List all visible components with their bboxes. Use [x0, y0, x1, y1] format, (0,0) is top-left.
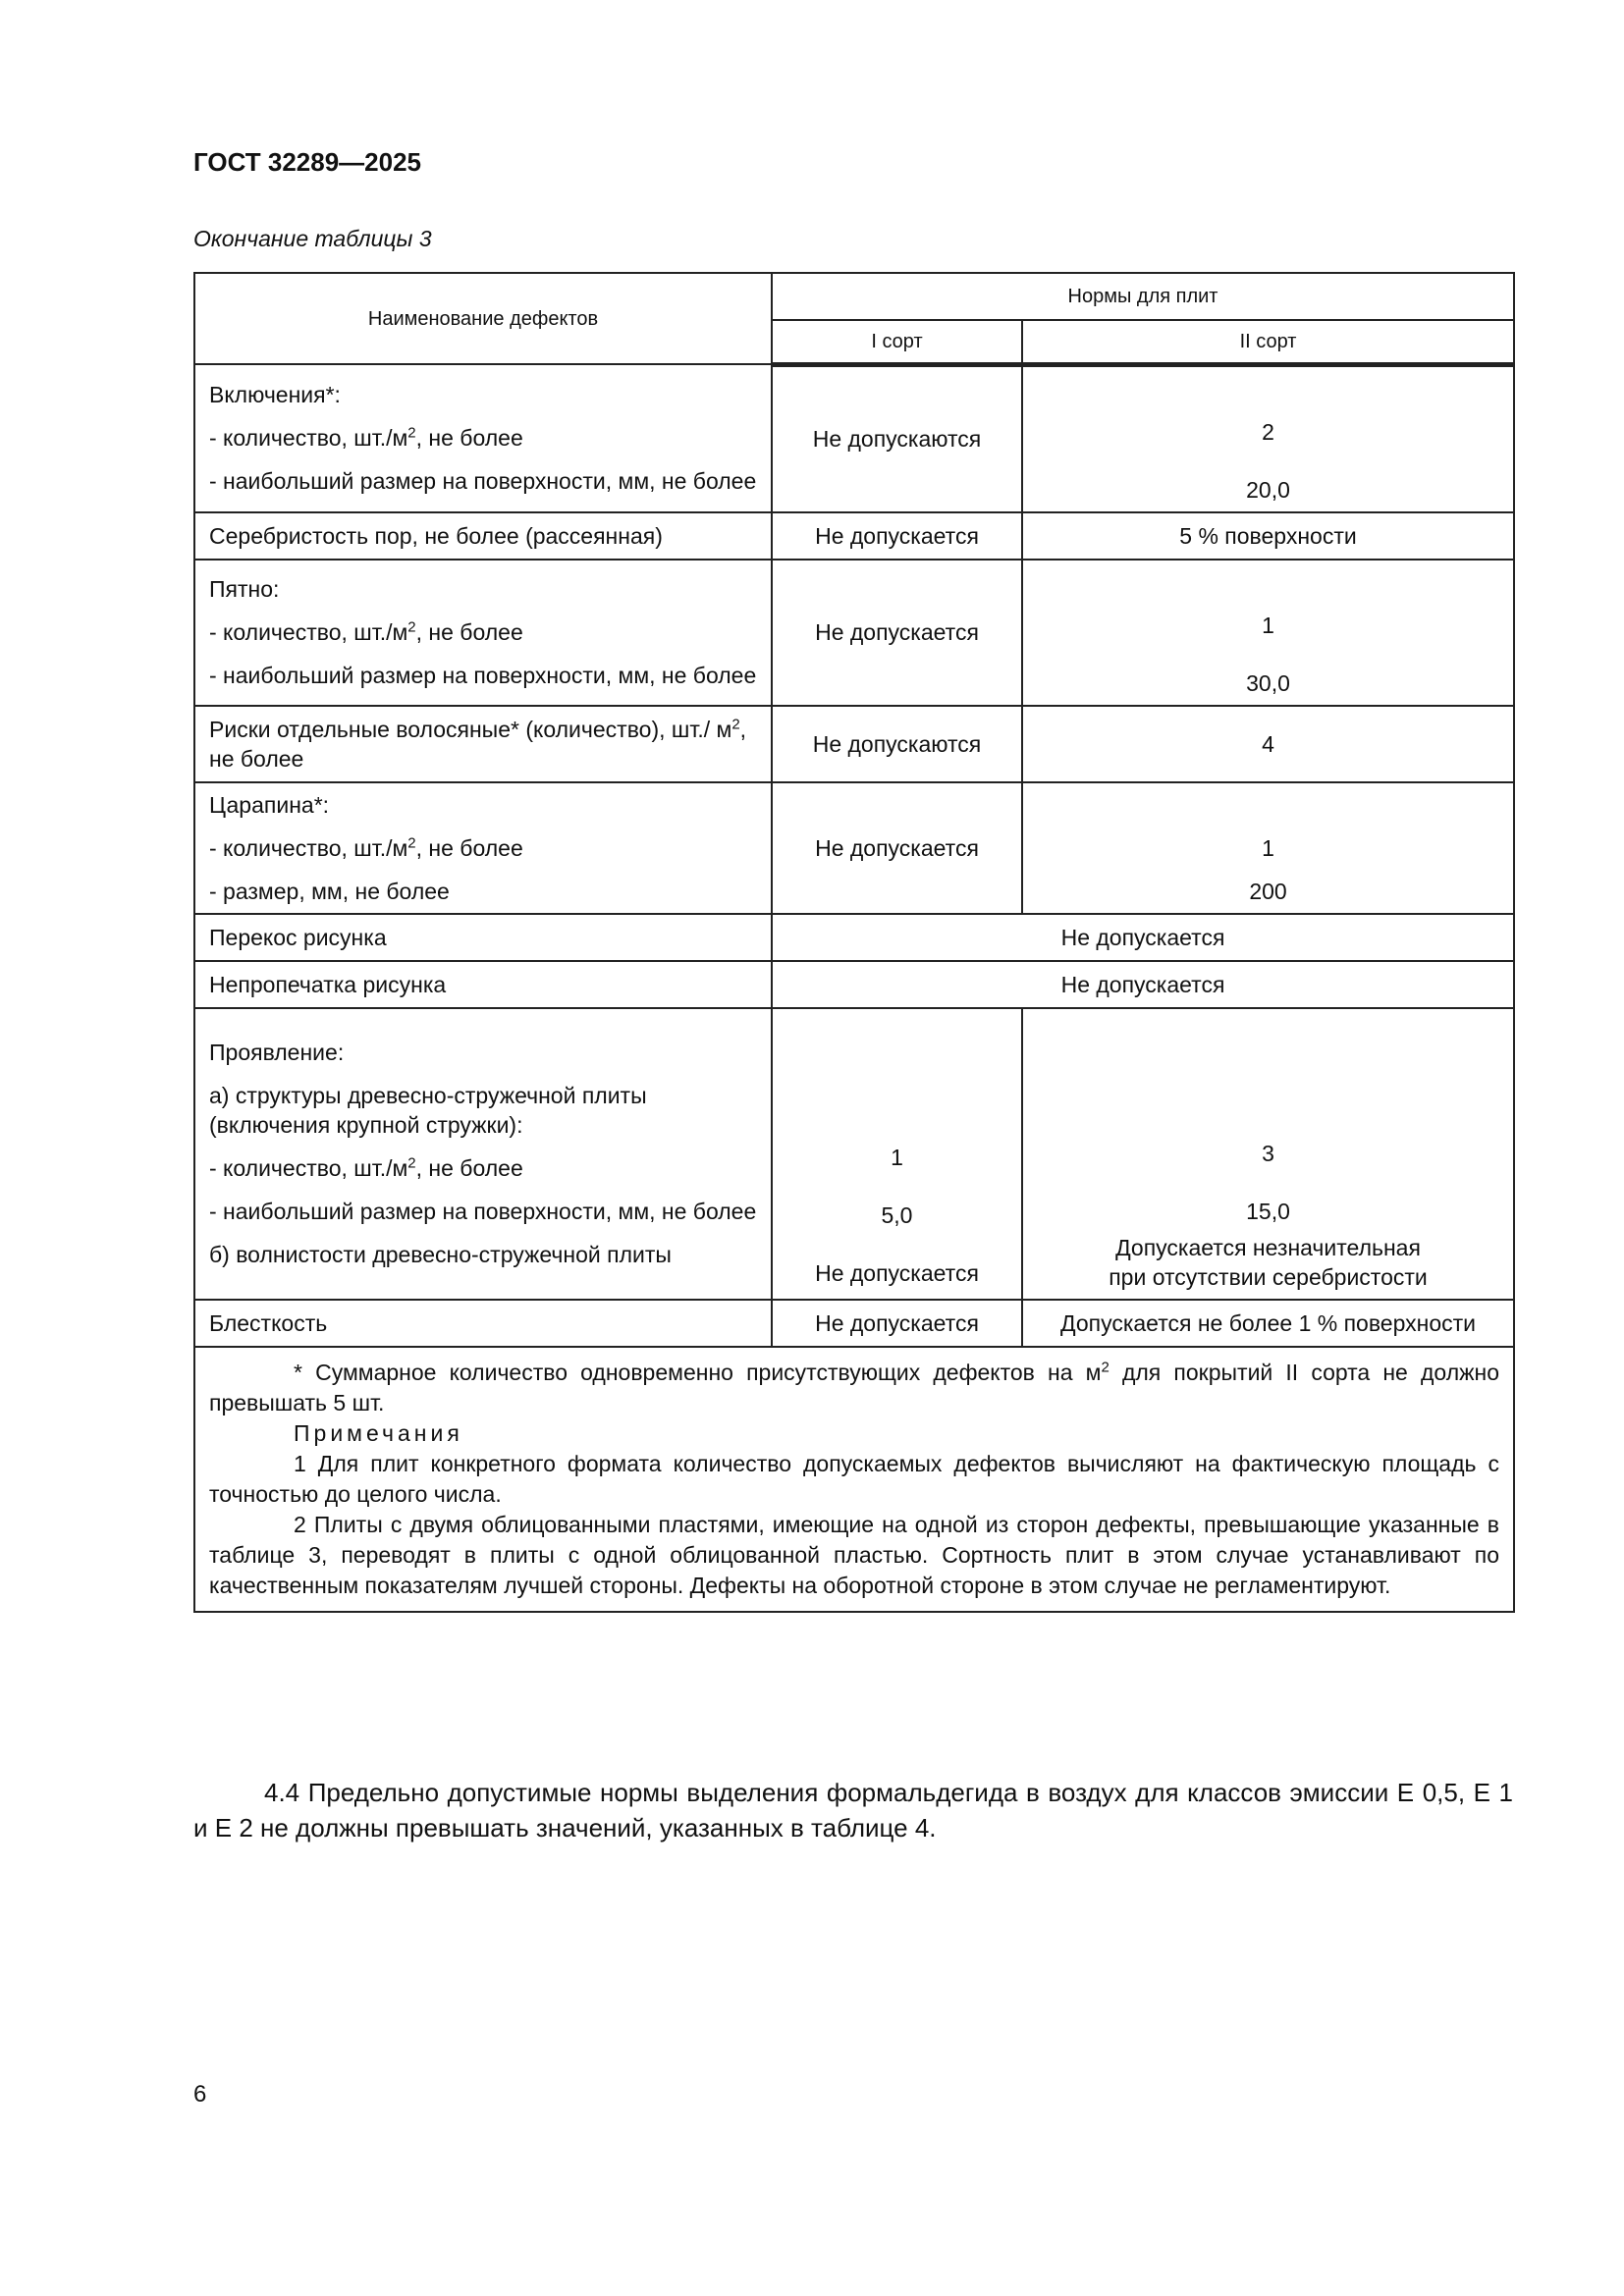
table-row-misprint — [194, 961, 1514, 1008]
inclusions-count-label: - количество, $шт./м^2$, не более — [209, 424, 523, 452]
cell-grade-2 — [1022, 782, 1514, 914]
cell-grade-1: Не допускаются — [772, 364, 1022, 512]
notes-heading: Примечания — [294, 1419, 463, 1446]
cell-defect: Серебристость пор, не более (рассеянная) — [194, 512, 772, 560]
header-defect-name: Наименование дефектов — [194, 273, 772, 364]
inclusions-grade2-size: 20,0 — [1246, 476, 1290, 503]
show-through-grade2-waviness-1: Допускается незначительная — [1115, 1234, 1421, 1260]
show-through-size-label: - наибольший размер на поверхности, мм, не более — [209, 1199, 757, 1224]
spot-size-label: - наибольший размер на поверхности, мм, не более — [209, 663, 757, 688]
show-through-grade1-count: 1 — [891, 1144, 903, 1170]
cell-defect: Перекос рисунка — [194, 914, 772, 961]
cell-defect: Блесткость — [194, 1300, 772, 1347]
scratch-size-label: - размер, мм, не более — [209, 878, 450, 904]
cell-defect — [194, 560, 772, 706]
page-number: 6 — [193, 2081, 207, 2108]
cell-grade-1 — [772, 1008, 1022, 1300]
cell-grade-2 — [1022, 1008, 1514, 1300]
show-through-title: Проявление: — [209, 1040, 345, 1065]
header-grade-2: II сорт — [1022, 320, 1514, 364]
spot-title: Пятно: — [209, 576, 280, 602]
inclusions-grade2-count: 2 — [1262, 418, 1274, 445]
note-2: 2 Плиты с двумя облицованными пластями, имеющие на одной из сторон дефекты, превышающие указанные в таблице 3, переводят в плиты с одной облицованной пластью. Сортность плит в этом случае устанавливают по качественным показателям лучшей стороны. Дефекты на оборотной стороне в этом случае не регламентируют. — [209, 1511, 1499, 1598]
table-row-show-through — [194, 1008, 1514, 1300]
cell-grade-1: Не допускается — [772, 1300, 1022, 1347]
cell-grade-2 — [1022, 560, 1514, 706]
inclusions-title: Включения*: — [209, 382, 341, 408]
scratch-grade2-count: 1 — [1262, 834, 1274, 861]
notes-cell — [194, 1347, 1514, 1612]
table-row-scratch — [194, 782, 1514, 914]
show-through-grade1-size: 5,0 — [881, 1201, 913, 1228]
table-row-notes — [194, 1347, 1514, 1612]
cell-grade-2: 4 — [1022, 706, 1514, 782]
show-through-grade2-count: 3 — [1262, 1140, 1274, 1166]
cell-grade-2: Допускается не более 1 % поверхности — [1022, 1300, 1514, 1347]
cell-both-grades: Не допускается — [772, 914, 1514, 961]
document-code: ГОСТ 32289—2025 — [193, 147, 421, 177]
cell-grade-1: Не допускается — [772, 782, 1022, 914]
table-row-inclusions — [194, 364, 1514, 512]
show-through-grade1-waviness: Не допускается — [815, 1259, 979, 1286]
show-through-waviness-label: б) волнистости древесно-стружечной плиты — [209, 1242, 672, 1267]
scratch-title: Царапина*: — [209, 791, 330, 818]
footnote: * Суммарное количество одновременно присутствующих дефектов на $м^2$ для покрытий II сорта не должно превышать 5 шт. — [209, 1358, 1499, 1415]
cell-defect: Непропечатка рисунка — [194, 961, 772, 1008]
cell-grade-1: Не допускается — [772, 512, 1022, 560]
clause-4-4: 4.4 Предельно допустимые нормы выделения формальдегида в воздух для классов эмиссии Е 0,5, Е 1 и Е 2 не должны превышать значений, указанных в таблице 4. — [193, 1778, 1513, 1842]
spot-count-label: - количество, $шт./м^2$, не более — [209, 618, 523, 645]
table-caption: Окончание таблицы 3 — [193, 226, 432, 251]
show-through-structure-label: а) структуры древесно-стружечной плиты (включения крупной стружки): — [209, 1083, 647, 1138]
cell-defect — [194, 364, 772, 512]
spot-grade2-count: 1 — [1262, 612, 1274, 638]
cell-defect: Риски отдельные волосяные* (количество), шт./ $м^2$, не более — [194, 706, 772, 782]
note-1: 1 Для плит конкретного формата количество допускаемых дефектов вычисляют на фактическую площадь с точностью до целого числа. — [209, 1450, 1499, 1507]
table-row-skew — [194, 914, 1514, 961]
header-norms: Нормы для плит — [772, 273, 1514, 320]
scratch-grade2-size: 200 — [1249, 878, 1287, 904]
inclusions-size-label: - наибольший размер на поверхности, мм, не более — [209, 468, 757, 495]
cell-defect — [194, 1008, 772, 1300]
table-row-gloss — [194, 1300, 1514, 1347]
cell-both-grades: Не допускается — [772, 961, 1514, 1008]
spot-grade2-size: 30,0 — [1246, 669, 1290, 696]
show-through-count-label: - количество, $шт./м^2$, не более — [209, 1154, 523, 1181]
cell-grade-1: Не допускается — [772, 560, 1022, 706]
cell-grade-1: Не допускаются — [772, 706, 1022, 782]
cell-defect — [194, 782, 772, 914]
header-grade-1: I сорт — [772, 320, 1022, 364]
table-row-hairlines — [194, 706, 1514, 782]
table-row-silvery — [194, 512, 1514, 560]
table-row-spot — [194, 560, 1514, 706]
show-through-grade2-size: 15,0 — [1246, 1198, 1290, 1224]
cell-grade-2: 5 % поверхности — [1022, 512, 1514, 560]
defects-table — [193, 272, 1515, 1613]
scratch-count-label: - количество, $шт./м^2$, не более — [209, 833, 523, 861]
cell-grade-2 — [1022, 364, 1514, 512]
show-through-grade2-waviness-2: при отсутствии серебристости — [1109, 1263, 1428, 1290]
